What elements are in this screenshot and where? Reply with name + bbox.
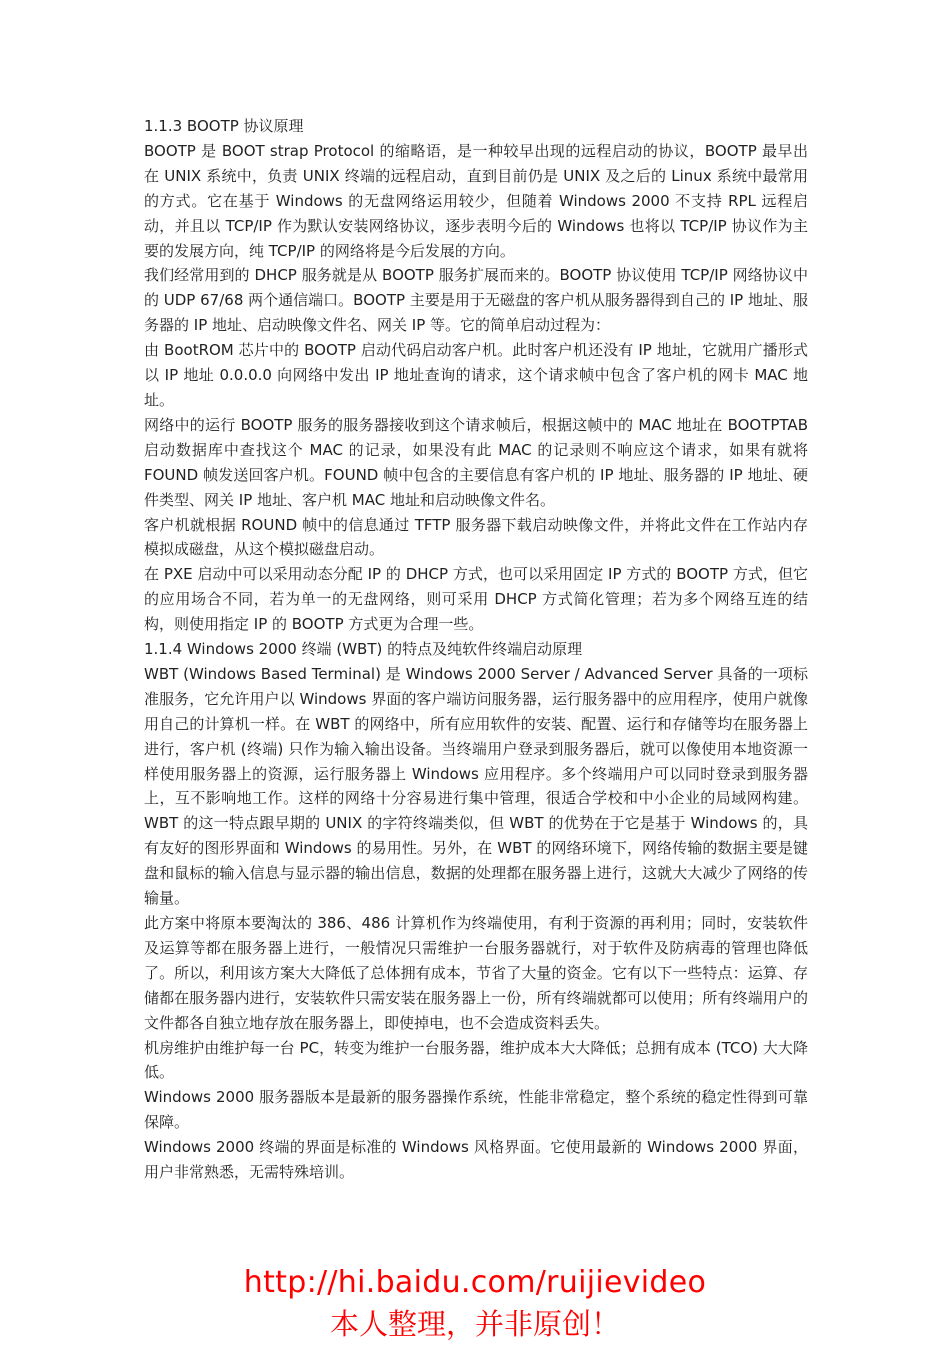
section-heading-bootp: 1.1.3 BOOTP 协议原理: [144, 117, 304, 135]
paragraph-server-response: 网络中的运行 BOOTP 服务的服务器接收到这个请求帧后，根据这帧中的 MAC 地址在 BOOTPTAB 启动数据库中查找这个 MAC 的记录，如果没有此 MAC 的记录则不响应这个请求，如果有就将 FOUND 帧发送回客户机。FOUND 帧中包含的主要信息有客户机的 IP 地址、服务器的 IP 地址、硬件类型、网关 IP 地址、客户机 MAC 地址和启动映像文件名。: [144, 415, 808, 509]
footer-watermark: [0, 1263, 950, 1345]
paragraph-tftp-download: 客户机就根据 ROUND 帧中的信息通过 TFTP 服务器下载启动映像文件，并将此文件在工作站内存模拟成磁盘，从这个模拟磁盘启动。: [144, 515, 808, 559]
document-body: [144, 114, 808, 1185]
footer-url: http://hi.baidu.com/ruijievideo: [243, 1265, 707, 1300]
paragraph-maintenance-cost: 机房维护由维护每一台 PC，转变为维护一台服务器，维护成本大大降低；总拥有成本 (TCO) 大大降低。: [144, 1038, 808, 1082]
paragraph-pxe-modes: 在 PXE 启动中可以采用动态分配 IP 的 DHCP 方式，也可以采用固定 IP 方式的 BOOTP 方式，但它的应用场合不同，若为单一的无盘网络，则可采用 DHCP 方式简化管理；若为多个网络互连的结构，则使用指定 IP 的 BOOTP 方式更为合理一些。: [144, 565, 808, 634]
section-heading-wbt: 1.1.4 Windows 2000 终端 (WBT) 的特点及纯软件终端启动原理: [144, 640, 583, 659]
paragraph-solution-benefits: 此方案中将原本要淘汰的 386、486 计算机作为终端使用，有利于资源的再利用；同时，安装软件及运算等都在服务器上进行，一般情况只需维护一台服务器就行，对于软件及防病毒的管理也降低了。所以，利用该方案大大降低了总体拥有成本，节省了大量的资金。它有以下一些特点：运算、存储都在服务器内进行，安装软件只需安装在服务器上一份，所有终端就都可以使用；所有终端用户的文件都各自独立地存放在服务器上，即使掉电，也不会造成资料丢失。: [144, 914, 808, 1032]
paragraph-dhcp-origin: 我们经常用到的 DHCP 服务就是从 BOOTP 服务扩展而来的。BOOTP 协议使用 TCP/IP 网络协议中的 UDP 67/68 两个通信端口。BOOTP 主要是用于无磁盘的客户机从服务器得到自己的 IP 地址、服务器的 IP 地址、启动映像文件名、网关 IP 等。它的简单启动过程为：: [144, 266, 808, 335]
paragraph-wbt-intro: WBT (Windows Based Terminal) 是 Windows 2000 Server / Advanced Server 具备的一项标准服务，它允许用户以 Windows 界面的客户端访问服务器，运行服务器中的应用程序，使用户就像用自己的计算机一样。在 WBT 的网络中，所有应用软件的安装、配置、运行和存储等均在服务器上进行，客户机 (终端) 只作为输入输出设备。当终端用户登录到服务器后，就可以像使用本地资源一样使用服务器上的资源，运行服务器上 Windows 应用程序。多个终端用户可以同时登录到服务器上，互不影响地工作。这样的网络十分容易进行集中管理，很适合学校和中小企业的局域网构建。WBT 的这一特点跟早期的 UNIX 的字符终端类似，但 WBT 的优势在于它是基于 Windows 的，具有友好的图形界面和 Windows 的易用性。另外，在 WBT 的网络环境下，网络传输的数据主要是键盘和鼠标的输入信息与显示器的输出信息，数据的处理都在服务器上进行，这就大大减少了网络的传输量。: [144, 664, 808, 908]
footer-note: 本人整理，并非原创！: [329, 1307, 620, 1341]
paragraph-server-stability: Windows 2000 服务器版本是最新的服务器操作系统，性能非常稳定，整个系统的稳定性得到可靠保障。: [144, 1088, 808, 1132]
paragraph-bootp-intro: BOOTP 是 BOOT strap Protocol 的缩略语，是一种较早出现的远程启动的协议，BOOTP 最早出在 UNIX 系统中，负责 UNIX 终端的远程启动，直到目前仍是 UNIX 及之后的 Linux 系统中最常用的方式。它在基于 Windows 的无盘网络运用较少，但随着 Windows 2000 不支持 RPL 远程启动，并且以 TCP/IP 作为默认安装网络协议，逐步表明今后的 Windows 也将以 TCP/IP 协议作为主要的发展方向，纯 TCP/IP 的网络将是今后发展的方向。: [144, 141, 808, 260]
paragraph-bootrom-start: 由 BootROM 芯片中的 BOOTP 启动代码启动客户机。此时客户机还没有 IP 地址，它就用广播形式以 IP 地址 0.0.0.0 向网络中发出 IP 地址查询的请求，这个请求帧中包含了客户机的网卡 MAC 地址。: [144, 341, 808, 409]
paragraph-terminal-interface: Windows 2000 终端的界面是标准的 Windows 风格界面。它使用最新的 Windows 2000 界面，用户非常熟悉，无需特殊培训。: [144, 1138, 808, 1182]
